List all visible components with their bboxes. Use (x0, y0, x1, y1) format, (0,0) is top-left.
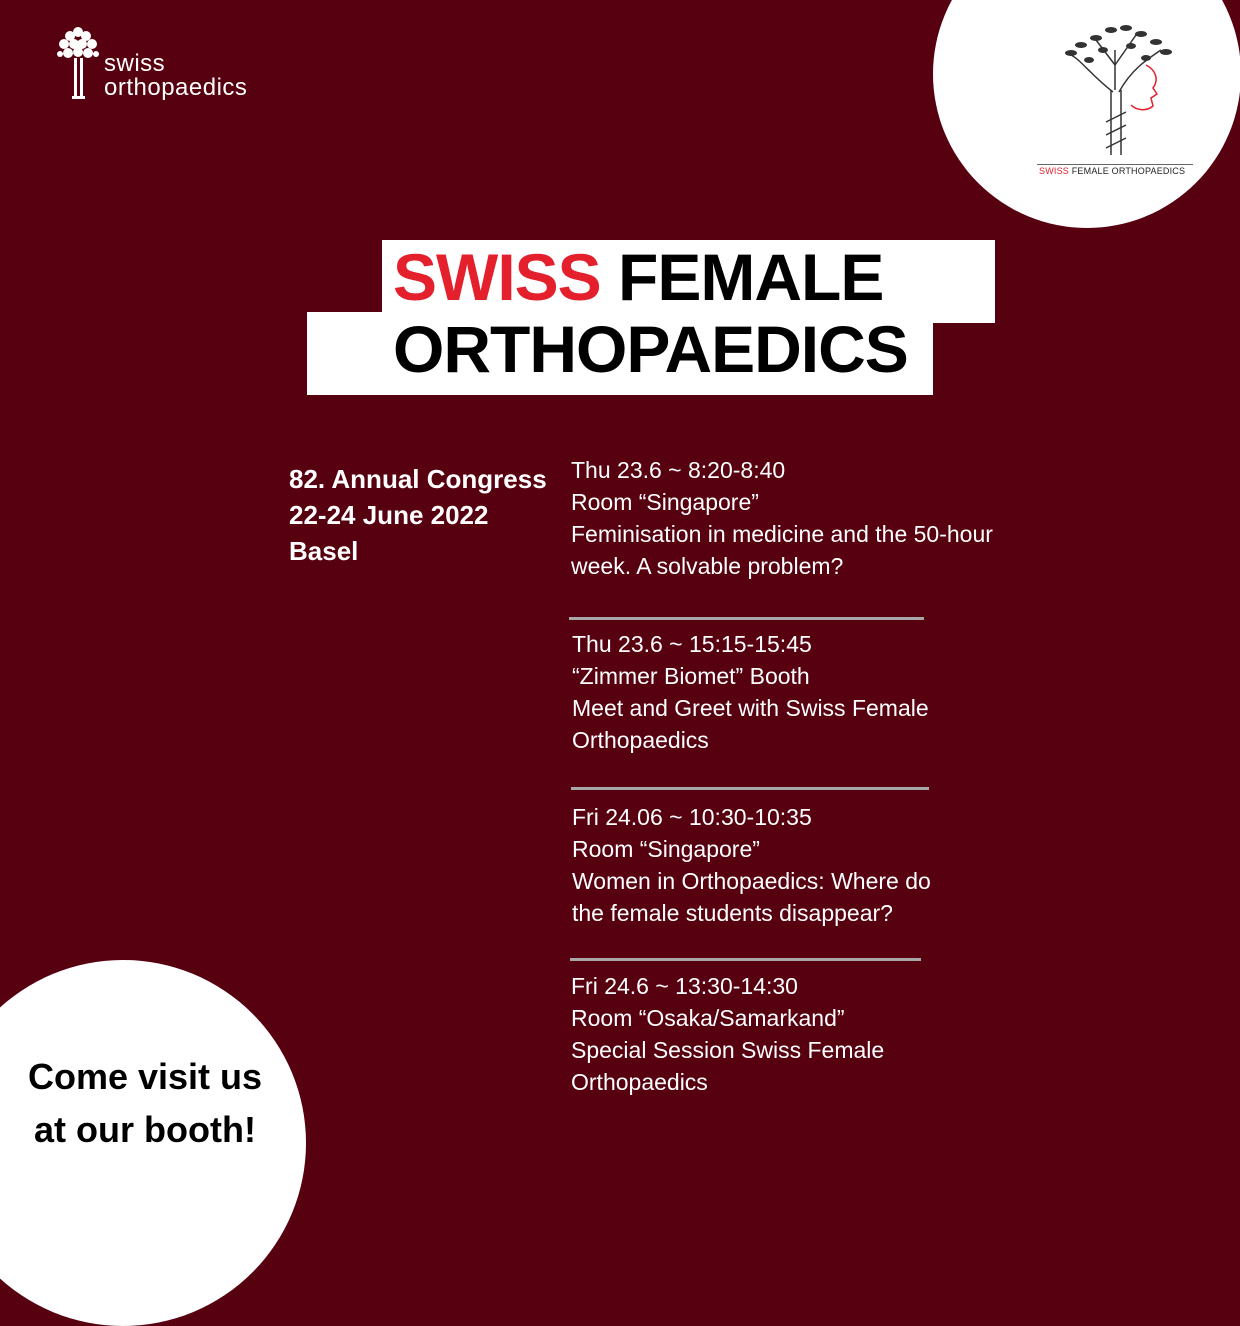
title-word-swiss: SWISS (393, 240, 601, 314)
session-divider (570, 958, 921, 961)
cta-text (0, 1050, 290, 1156)
session-description: Special Session Swiss Female (571, 1037, 885, 1063)
session-description: Orthopaedics (571, 1069, 708, 1095)
session-divider (569, 617, 924, 620)
congress-dates: 22-24 June 2022 (289, 500, 489, 530)
title-line-2: ORTHOPAEDICS (393, 312, 908, 386)
cta-line-1: Come visit us (27, 1056, 263, 1097)
congress-name: 82. Annual Congress (289, 464, 547, 494)
session-item (571, 970, 884, 1098)
session-place: Room “Singapore” (571, 489, 759, 515)
logo-text-line1: swiss (104, 50, 166, 77)
congress-info (289, 461, 547, 569)
session-place: Room “Singapore” (572, 836, 760, 862)
title-word-female: FEMALE (618, 240, 884, 314)
session-place: Room “Osaka/Samarkand” (571, 1005, 845, 1031)
session-divider (571, 787, 929, 790)
session-description: Orthopaedics (572, 727, 709, 753)
logo-text-line2: orthopaedics (104, 74, 248, 101)
session-time: Fri 24.6 ~ 13:30-14:30 (571, 973, 798, 999)
session-description: week. A solvable problem? (571, 553, 844, 579)
title-line-1 (393, 238, 883, 316)
session-description: Women in Orthopaedics: Where do (572, 868, 931, 894)
cta-circle (0, 960, 306, 1326)
session-place: “Zimmer Biomet” Booth (572, 663, 810, 689)
session-description: Feminisation in medicine and the 50-hour (571, 521, 993, 547)
session-item (571, 454, 993, 582)
badge-rule (1037, 164, 1193, 165)
cta-line-2: at our booth! (34, 1109, 256, 1150)
badge-circle (933, 0, 1240, 228)
session-time: Thu 23.6 ~ 8:20-8:40 (571, 457, 786, 483)
session-time: Thu 23.6 ~ 15:15-15:45 (572, 631, 812, 657)
badge-caption: SWISS FEMALE ORTHOPAEDICS (1039, 166, 1186, 176)
session-item (572, 628, 929, 756)
session-description: Meet and Greet with Swiss Female (572, 695, 929, 721)
session-item (572, 801, 931, 929)
congress-city: Basel (289, 536, 359, 566)
session-description: the female students disappear? (572, 900, 893, 926)
session-time: Fri 24.06 ~ 10:30-10:35 (572, 804, 812, 830)
swiss-orthopaedics-logo (54, 24, 284, 104)
female-tree-icon (1051, 20, 1191, 155)
tree-logo-icon (54, 24, 104, 104)
